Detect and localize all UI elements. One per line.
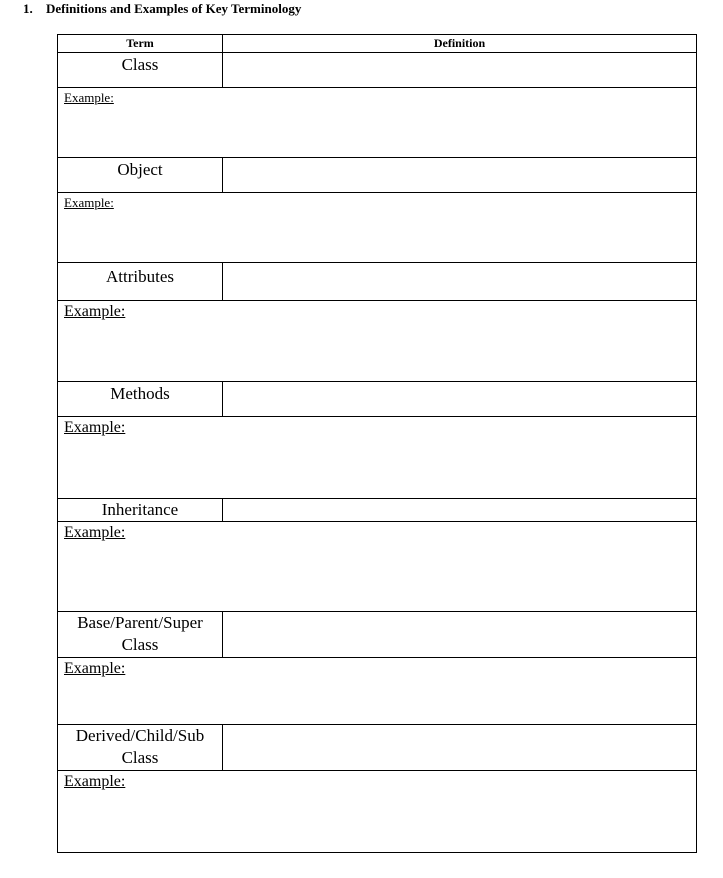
example-cell-methods[interactable] bbox=[58, 417, 697, 499]
example-label: Example: bbox=[64, 773, 126, 790]
term-row-object bbox=[58, 158, 697, 193]
example-label: Example: bbox=[64, 524, 126, 541]
definition-cell-class[interactable] bbox=[223, 53, 697, 88]
section-title: Definitions and Examples of Key Terminology bbox=[46, 1, 302, 16]
definition-cell-attributes[interactable] bbox=[223, 263, 697, 301]
example-cell-inheritance[interactable] bbox=[58, 522, 697, 612]
example-label: Example: bbox=[64, 90, 114, 105]
example-cell-derived-class[interactable] bbox=[58, 771, 697, 853]
definition-cell-derived-class[interactable] bbox=[223, 725, 697, 771]
example-label: Example: bbox=[64, 195, 114, 210]
definition-cell-object[interactable] bbox=[223, 158, 697, 193]
definition-cell-base-class[interactable] bbox=[223, 612, 697, 658]
example-row-derived-class bbox=[58, 771, 697, 853]
term-cell: Class bbox=[58, 53, 223, 88]
term-row-methods bbox=[58, 382, 697, 417]
term-cell: Methods bbox=[58, 382, 223, 417]
term-row-inheritance bbox=[58, 499, 697, 522]
example-cell-attributes[interactable] bbox=[58, 301, 697, 382]
term-row-class bbox=[58, 53, 697, 88]
example-row-object bbox=[58, 193, 697, 263]
term-cell: Attributes bbox=[58, 263, 223, 301]
example-row-class bbox=[58, 88, 697, 158]
example-label: Example: bbox=[64, 419, 126, 436]
example-row-inheritance bbox=[58, 522, 697, 612]
example-cell-object[interactable] bbox=[58, 193, 697, 263]
term-cell: Object bbox=[58, 158, 223, 193]
example-row-methods bbox=[58, 417, 697, 499]
definition-column-header: Definition bbox=[223, 35, 697, 53]
term-cell: Inheritance bbox=[58, 499, 223, 522]
section-heading bbox=[23, 0, 301, 17]
example-row-attributes bbox=[58, 301, 697, 382]
definition-cell-methods[interactable] bbox=[223, 382, 697, 417]
section-number: 1. bbox=[23, 1, 33, 16]
term-row-attributes bbox=[58, 263, 697, 301]
example-label: Example: bbox=[64, 660, 126, 677]
example-cell-class[interactable] bbox=[58, 88, 697, 158]
term-cell: Base/Parent/Super Class bbox=[58, 612, 223, 658]
term-row-base-class bbox=[58, 612, 697, 658]
term-column-header: Term bbox=[58, 35, 223, 53]
table-header-row bbox=[58, 35, 697, 53]
terminology-table bbox=[57, 34, 697, 853]
example-row-base-class bbox=[58, 658, 697, 725]
example-cell-base-class[interactable] bbox=[58, 658, 697, 725]
term-cell: Derived/Child/Sub Class bbox=[58, 725, 223, 771]
example-label: Example: bbox=[64, 303, 126, 320]
term-row-derived-class bbox=[58, 725, 697, 771]
definition-cell-inheritance[interactable] bbox=[223, 499, 697, 522]
